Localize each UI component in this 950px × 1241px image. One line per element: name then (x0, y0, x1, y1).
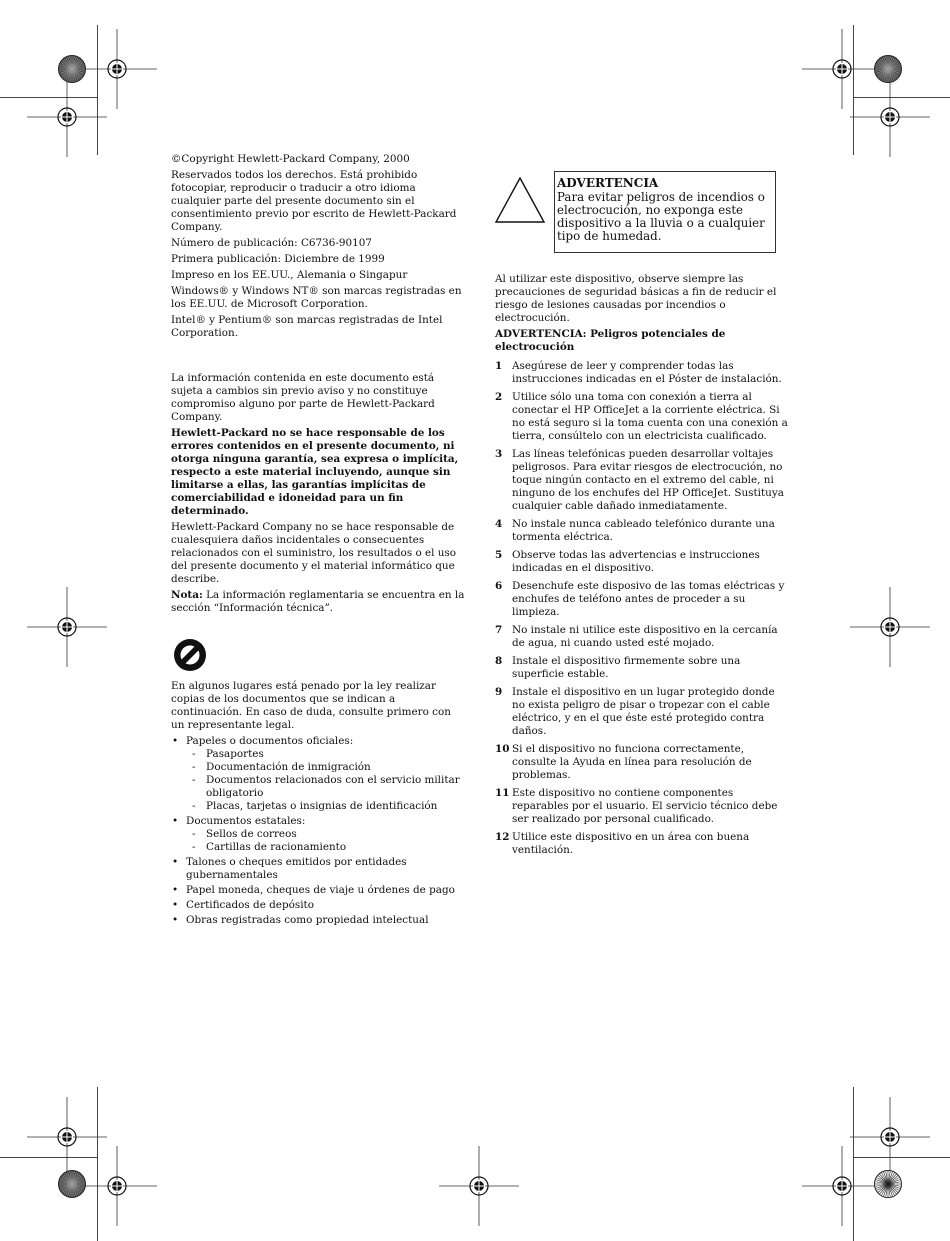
item-text: No instale ni utilice este dispositivo en la cercanía de agua, ni cuando usted esté mojado. (512, 624, 778, 649)
right-column (495, 171, 790, 862)
safety-item (495, 518, 790, 544)
prohibited-icon (173, 638, 207, 672)
color-calibration-circle-icon (57, 1169, 87, 1199)
item-text: No instale nunca cableado telefónico durante una tormenta eléctrica. (512, 518, 775, 543)
info-paragraph: La información contenida en este documento está sujeta a cambios sin previo aviso y no constituye compromiso alguno por parte de Hewlett-Packard Company. (171, 372, 435, 423)
safety-intro: Al utilizar este dispositivo, observe siempre las precauciones de seguridad básicas a fin de reducir el riesgo de lesiones causadas por incendios o electrocución. (495, 273, 777, 324)
left-column (171, 153, 467, 929)
copies-intro: En algunos lugares está penado por la ley realizar copias de los documentos que se indican a continuación. En caso de duda, consulte primero con un representante legal. (171, 680, 451, 731)
safety-item (495, 580, 790, 619)
safety-item (495, 549, 790, 575)
item-text: Asegúrese de leer y comprender todas las instrucciones indicadas en el Póster de instalación. (512, 360, 782, 385)
note-text: La información reglamentaria se encuentra en la sección “Información técnica”. (171, 589, 465, 614)
registration-mark-icon (850, 77, 930, 157)
safety-item (495, 360, 790, 386)
item-number: 2 (495, 391, 503, 403)
item-number: 9 (495, 686, 503, 698)
printed-in: Impreso en los EE.UU., Alemania o Singapur (171, 269, 408, 281)
other-documents-list (171, 856, 467, 927)
official-documents-sublist (192, 748, 467, 813)
list-item: • Talones o cheques emitidos por entidades gubernamentales (171, 856, 467, 882)
copyright-line: ©Copyright Hewlett-Packard Company, 2000 (171, 153, 410, 165)
color-calibration-circle-icon (57, 54, 87, 84)
item-number: 7 (495, 624, 503, 636)
liability-paragraph: Hewlett-Packard Company no se hace responsable de cualesquiera daños incidentales o consecuentes relacionados con el suministro, los resultados o el uso del presente documento y el material informático que describe. (171, 521, 457, 585)
note-label: Nota: (171, 589, 203, 601)
item-text: Utilice sólo una toma con conexión a tierra al conectar el HP OfficeJet a la corriente eléctrica. Si no está seguro si la toma cuenta con una conexión a tierra, consúltelo con un electricista cualificado. (512, 391, 788, 442)
safety-item (495, 831, 790, 857)
official-documents-label: Papeles o documentos oficiales: (186, 735, 354, 747)
color-calibration-circle-icon (873, 54, 903, 84)
item-text: Observe todas las advertencias e instrucciones indicadas en el dispositivo. (512, 549, 760, 574)
disclaimer-paragraph: Hewlett-Packard no se hace responsable de los errores contenidos en el presente documento, ni otorga ninguna garantía, sea expresa o implícita, respecto a este material incluyendo, aunque sin limitarse a ellas, las garantías implícitas de comerciabilidad e idoneidad para un fin determinado. (171, 427, 459, 517)
safety-instructions-list (495, 360, 790, 857)
item-number: 11 (495, 787, 510, 799)
warning-box (554, 171, 776, 253)
item-text: Utilice este dispositivo en un área con buena ventilación. (512, 831, 750, 856)
list-item: - Documentos relacionados con el servicio militar obligatorio (192, 774, 467, 800)
registration-mark-icon (27, 77, 107, 157)
registration-mark-icon (77, 1146, 157, 1226)
item-number: 1 (495, 360, 503, 372)
note-paragraph (171, 589, 467, 615)
rights-paragraph: Reservados todos los derechos. Está prohibido fotocopiar, reproducir o traducir a otro idioma cualquier parte del presente documento sin el consentimiento previo por escrito de Hewlett-Packard Company. (171, 169, 457, 233)
safety-item (495, 391, 790, 443)
safety-item (495, 686, 790, 738)
hazard-heading: ADVERTENCIA: Peligros potenciales de electrocución (495, 328, 726, 353)
item-text: Desenchufe este disposivo de las tomas eléctricas y enchufes de teléfono antes de proceder a su limpieza. (512, 580, 785, 618)
list-item: - Placas, tarjetas o insignias de identificación (192, 800, 467, 813)
warning-title: ADVERTENCIA (557, 176, 659, 190)
list-item: - Documentación de inmigración (192, 761, 467, 774)
item-number: 3 (495, 448, 503, 460)
registration-mark-icon (850, 587, 930, 667)
item-text: Este dispositivo no contiene componentes reparables por el usuario. El servicio técnico debe ser realizado por personal cualificado. (512, 787, 778, 825)
list-item: • Certificados de depósito (171, 899, 467, 912)
registration-mark-icon (27, 587, 107, 667)
item-number: 6 (495, 580, 503, 592)
item-number: 10 (495, 743, 510, 755)
list-item: • Papel moneda, cheques de viaje u órdenes de pago (171, 884, 467, 897)
warning-text: Para evitar peligros de incendios o electrocución, no exponga este dispositivo a la lluvia o a cualquier tipo de humedad. (557, 190, 765, 243)
restricted-documents-list (171, 735, 467, 854)
intel-trademark: Intel® y Pentium® son marcas registradas de Intel Corporation. (171, 314, 443, 339)
publication-number: Número de publicación: C6736-90107 (171, 237, 372, 249)
item-number: 5 (495, 549, 503, 561)
item-number: 4 (495, 518, 503, 530)
first-publication: Primera publicación: Diciembre de 1999 (171, 253, 385, 265)
item-text: Instale el dispositivo en un lugar protegido donde no exista peligro de pisar o tropezar con el cable eléctrico, y en el que éste esté protegido contra daños. (512, 686, 775, 737)
registration-mark-icon (802, 1146, 882, 1226)
safety-item (495, 787, 790, 826)
item-text: Si el dispositivo no funciona correctamente, consulte la Ayuda en línea para resolución de problemas. (512, 743, 752, 781)
windows-trademark: Windows® y Windows NT® son marcas registradas en los EE.UU. de Microsoft Corporation. (171, 285, 462, 310)
list-item: - Sellos de correos (192, 828, 467, 841)
safety-item (495, 655, 790, 681)
list-item (171, 735, 467, 813)
safety-item (495, 743, 790, 782)
registration-mark-icon (439, 1146, 519, 1226)
state-documents-label: Documentos estatales: (186, 815, 306, 827)
item-text: Las líneas telefónicas pueden desarrollar voltajes peligrosos. Para evitar riesgos de electrocución, no toque ningún contacto en el extremo del cable, ni ninguno de los enchufes del HP OfficeJet. Sustituya cualquier cable dañado inmediatamente. (512, 448, 784, 512)
list-item: • Obras registradas como propiedad intelectual (171, 914, 467, 927)
item-number: 8 (495, 655, 503, 667)
safety-item (495, 624, 790, 650)
item-text: Instale el dispositivo firmemente sobre una superficie estable. (512, 655, 741, 680)
warning-block (495, 171, 790, 259)
list-item: - Pasaportes (192, 748, 467, 761)
state-documents-sublist (192, 828, 467, 854)
warning-triangle-icon (495, 177, 545, 223)
list-item: - Cartillas de racionamiento (192, 841, 467, 854)
item-number: 12 (495, 831, 510, 843)
safety-item (495, 448, 790, 513)
color-calibration-circle-icon (873, 1169, 903, 1199)
list-item (171, 815, 467, 854)
